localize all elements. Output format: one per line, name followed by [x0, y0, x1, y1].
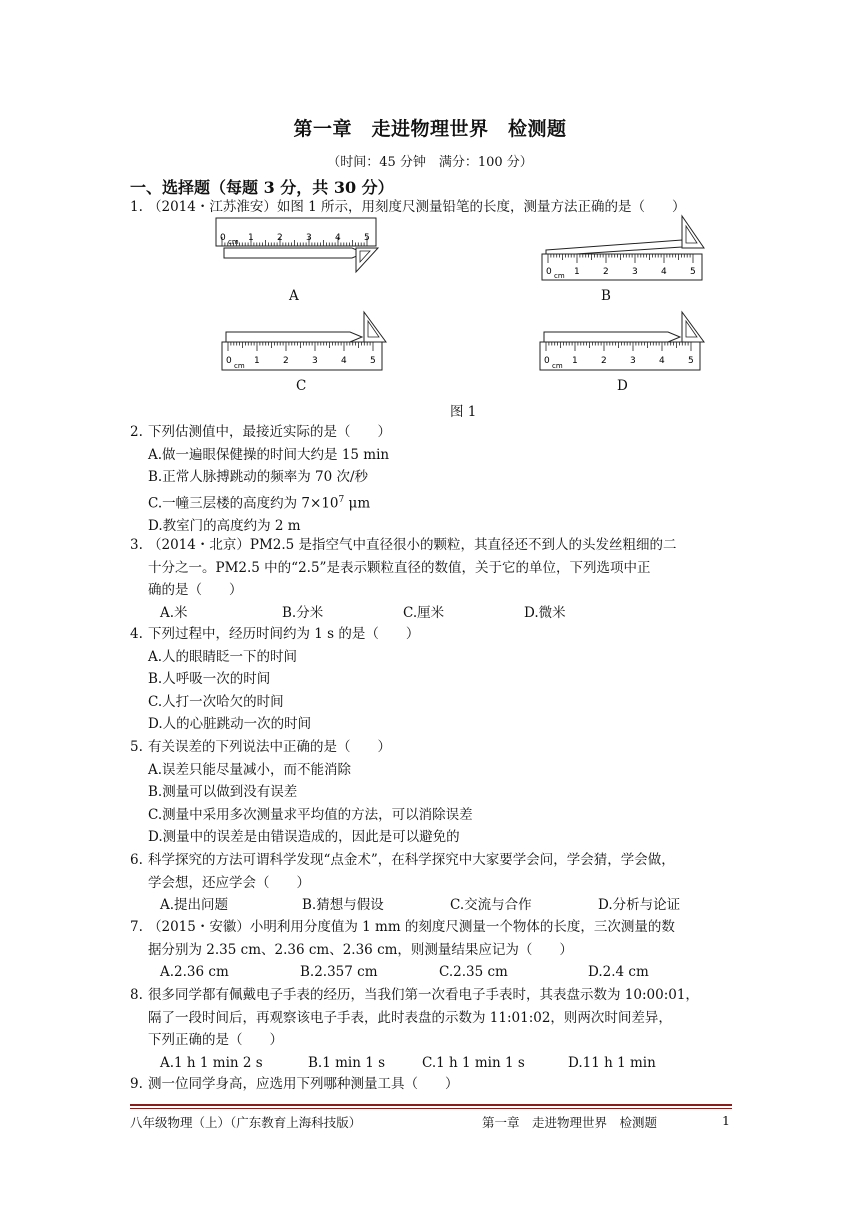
option-a: A.提出问题 — [160, 897, 229, 913]
ruler-tick-label: 0 — [546, 267, 552, 277]
option-a: A.做一遍眼保健操的时间大约是 15 min — [148, 446, 390, 463]
ruler-tick-label: 4 — [659, 356, 665, 366]
figure-ruler-d — [536, 308, 708, 374]
option-b: B.猜想与假设 — [302, 897, 384, 913]
option-c: C.1 h 1 min 1 s — [422, 1054, 525, 1071]
option-b: B.测量可以做到没有误差 — [148, 784, 298, 800]
option-a: A.1 h 1 min 2 s — [160, 1054, 263, 1071]
question-text: 下列过程中，经历时间约为 1 s 的是（ ） — [148, 626, 420, 642]
option-a: A.2.36 cm — [160, 964, 229, 980]
option-c — [130, 489, 732, 515]
ruler-tick-label: 3 — [630, 356, 636, 366]
question-5 — [130, 736, 732, 849]
question-4 — [130, 623, 732, 736]
ruler-tick-label: 3 — [312, 356, 318, 366]
option-c-exponent: 7 — [338, 494, 345, 505]
option-d: D.教室门的高度约为 2 m — [148, 517, 301, 534]
ruler-unit: cm — [228, 238, 239, 246]
option-c: C.交流与合作 — [450, 897, 532, 913]
question-8 — [130, 984, 732, 1074]
option-d: D.分析与论证 — [598, 897, 681, 913]
option-d: D.11 h 1 min — [568, 1054, 656, 1071]
question-text-line3: 下列正确的是（ ） — [148, 1032, 283, 1048]
question-number: 7. — [130, 919, 143, 935]
figure-label-a: A — [289, 288, 299, 304]
option-a: A.人的眼睛眨一下的时间 — [148, 648, 298, 665]
options-row — [130, 961, 732, 984]
question-number: 3. — [130, 537, 143, 553]
ruler-tick-label: 3 — [632, 267, 638, 277]
question-text-line3: 确的是（ ） — [148, 582, 243, 598]
option-b: B.2.357 cm — [300, 964, 378, 980]
option-c: C.2.35 cm — [439, 964, 508, 980]
triangle-square-shape — [682, 312, 704, 342]
question-text-line2: 学会想，还应学会（ ） — [148, 874, 310, 891]
question-number: 8. — [130, 987, 143, 1003]
question-number: 2. — [130, 424, 143, 440]
question-6 — [130, 849, 732, 917]
question-number: 6. — [130, 852, 143, 868]
option-c-text: C.一幢三层楼的高度约为 7×10 — [148, 495, 339, 511]
pencil-shape — [224, 248, 364, 258]
ruler-tick-label: 4 — [335, 233, 341, 243]
figure-label-d: D — [617, 378, 628, 394]
question-text-line1: 很多同学都有佩戴电子手表的经历，当我们第一次看电子手表时，其表盘示数为 10:00:01， — [148, 987, 699, 1003]
ruler-unit: cm — [552, 362, 563, 370]
question-7 — [130, 916, 732, 984]
pencil-shape — [544, 332, 680, 342]
question-number: 5. — [130, 739, 143, 755]
ruler-tick-label: 5 — [688, 356, 694, 366]
option-a: A.误差只能尽量减小，而不能消除 — [148, 761, 352, 778]
ruler-tick-label: 2 — [277, 233, 283, 243]
ruler-tick-label: 1 — [254, 356, 260, 366]
ruler-tick-label: 5 — [370, 356, 376, 366]
ruler-tick-label: 1 — [248, 233, 254, 243]
ruler-tick-label: 0 — [220, 233, 226, 243]
ruler-unit: cm — [554, 272, 565, 280]
ruler-tick-label: 5 — [690, 267, 696, 277]
options-row — [130, 602, 732, 625]
option-d: D.测量中的误差是由错误造成的，因此是可以避免的 — [148, 829, 460, 845]
option-b: B.正常人脉搏跳动的频率为 70 次/秒 — [148, 469, 369, 485]
question-number: 4. — [130, 626, 143, 642]
figure-ruler-a — [212, 214, 382, 274]
question-text: 下列估测值中，最接近实际的是（ ） — [148, 424, 391, 440]
footer-chapter-title: 第一章 走进物理世界 检测题 — [482, 1115, 658, 1130]
triangle-square-shape — [356, 248, 378, 272]
page-number: 1 — [722, 1113, 730, 1128]
footer-rule-thin — [130, 1108, 732, 1109]
pencil-shape — [226, 332, 362, 342]
question-number: 9. — [130, 1076, 143, 1092]
footer-book-title: 八年级物理（上）（广东教育上海科技版） — [130, 1115, 362, 1130]
figure-caption: 图 1 — [450, 404, 477, 420]
ruler-unit: cm — [234, 362, 245, 370]
ruler-tick-label: 2 — [603, 267, 609, 277]
question-9 — [130, 1073, 732, 1096]
ruler-tick-label: 1 — [572, 356, 578, 366]
ruler-tick-label: 4 — [661, 267, 667, 277]
ruler-tick-label: 5 — [364, 233, 370, 243]
question-2 — [130, 421, 732, 537]
question-text: 测一位同学身高，应选用下列哪种测量工具（ ） — [148, 1076, 459, 1092]
figure-label-b: B — [601, 288, 611, 304]
question-3 — [130, 534, 732, 624]
question-text-line2: 十分之一。PM2.5 中的“2.5”是表示颗粒直径的数值，关于它的单位，下列选项中正 — [148, 559, 651, 576]
option-c: C.厘米 — [403, 604, 445, 621]
question-text: （2014・江苏淮安）如图 1 所示，用刻度尺测量铅笔的长度，测量方法正确的是（ ） — [148, 199, 686, 215]
ruler-tick-label: 2 — [283, 356, 289, 366]
figure-ruler-c — [218, 308, 390, 374]
option-b: B.分米 — [282, 604, 324, 621]
ruler-tick-label: 0 — [226, 356, 232, 366]
options-row — [130, 1052, 732, 1075]
ruler-tick-label: 1 — [574, 267, 580, 277]
section-heading: 一、选择题（每题 3 分，共 30 分） — [130, 178, 394, 197]
question-text-line1: 科学探究的方法可谓科学发现“点金术”，在科学探究中大家要学会问，学会猜，学会做， — [148, 852, 675, 868]
option-b: B.人呼吸一次的时间 — [148, 671, 271, 687]
ruler-tick-label: 0 — [544, 356, 550, 366]
option-d: D.微米 — [524, 604, 566, 621]
question-text-line1: （2014・北京）PM2.5 是指空气中直径很小的颗粒，其直径还不到人的头发丝粗细的二 — [148, 537, 677, 553]
question-text: 有关误差的下列说法中正确的是（ ） — [148, 739, 391, 755]
option-a: A.米 — [160, 604, 188, 621]
option-c: C.人打一次哈欠的时间 — [148, 693, 284, 710]
ruler-tick-label: 3 — [306, 233, 312, 243]
option-d: D.2.4 cm — [588, 964, 649, 980]
footer-rule — [130, 1104, 732, 1106]
option-b: B.1 min 1 s — [308, 1054, 386, 1071]
option-d: D.人的心脏跳动一次的时间 — [148, 716, 312, 732]
page-subtitle: （时间：45 分钟 满分：100 分） — [327, 155, 533, 170]
question-text-line2: 隔了一段时间后，再观察该电子手表，此时表盘的示数为 11:01:02，则两次时间差异， — [148, 1009, 672, 1026]
figure-ruler-b — [538, 212, 710, 282]
question-text-line1: （2015・安徽）小明利用分度值为 1 mm 的刻度尺测量一个物体的长度，三次测量的数 — [148, 919, 675, 935]
question-number: 1. — [130, 199, 143, 215]
option-c-unit: μm — [344, 495, 371, 511]
ruler-tick-label: 4 — [341, 356, 347, 366]
page-title: 第一章 走进物理世界 检测题 — [293, 118, 567, 140]
ruler-tick-label: 2 — [601, 356, 607, 366]
option-c: C.测量中采用多次测量求平均值的方法，可以消除误差 — [148, 806, 473, 823]
figure-label-c: C — [296, 378, 307, 394]
question-text-line2: 据分别为 2.35 cm、2.36 cm、2.36 cm，则测量结果应记为（ ） — [148, 941, 573, 958]
options-row — [130, 894, 732, 917]
triangle-square-shape — [364, 312, 386, 342]
